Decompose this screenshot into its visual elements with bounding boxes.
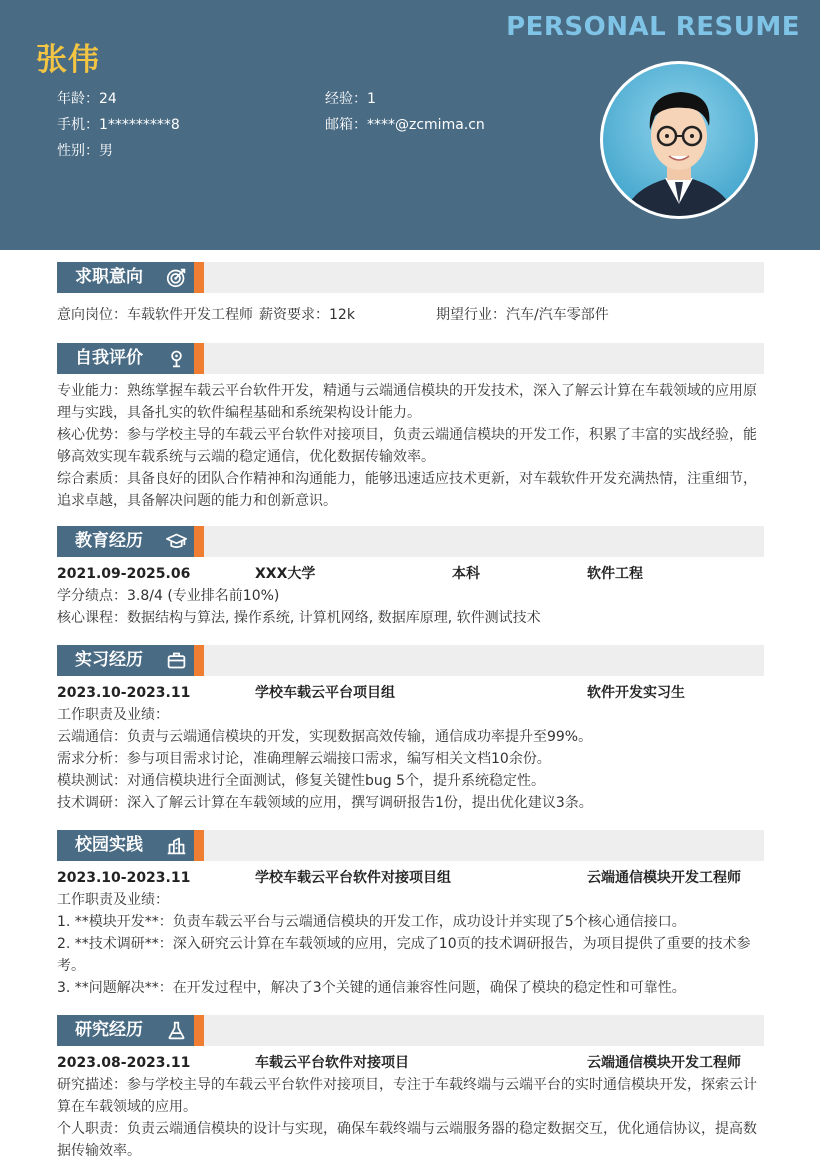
section-header xyxy=(57,830,764,861)
self-eval-paragraph: 综合素质：具备良好的团队合作精神和沟通能力，能够迅速适应技术更新，对车载软件开发充满热情，注重细节，追求卓越，具备解决问题的能力和创新意识。 xyxy=(57,471,757,509)
section-title: 求职意向 xyxy=(57,262,194,293)
major: 软件工程 xyxy=(587,566,643,582)
internship-date: 2023.10-2023.11 xyxy=(57,685,191,701)
section-accent xyxy=(194,343,204,374)
experience-field: 经验：1 xyxy=(325,91,376,107)
self-eval-paragraph: 核心优势：参与学校主导的车载云平台软件对接项目，负责云端通信模块的开发工作，积累了丰富的实战经验，能够高效实现车载系统与云端的稳定通信，优化数据传输效率。 xyxy=(57,427,757,465)
internship-row xyxy=(57,682,764,704)
section-internship xyxy=(57,645,764,814)
gender-field: 性别：男 xyxy=(57,143,113,159)
internship-org: 学校车载云平台项目组 xyxy=(255,685,395,701)
campus-role: 云端通信模块开发工程师 xyxy=(587,870,741,886)
education-row xyxy=(57,563,764,585)
campus-line: 工作职责及业绩： xyxy=(57,892,169,908)
section-header xyxy=(57,262,764,293)
section-accent xyxy=(194,830,204,861)
section-title: 自我评价 xyxy=(57,343,194,374)
intended-position: 意向岗位：车载软件开发工程师 xyxy=(57,307,253,323)
section-job-intention xyxy=(57,262,764,326)
education-date: 2021.09-2025.06 xyxy=(57,566,191,582)
candidate-name: 张伟 xyxy=(36,42,100,78)
research-line: 研究描述：参与学校主导的车载云平台软件对接项目，专注于车载终端与云端平台的实时通信模块开发，探索云计算在车载领域的应用。 xyxy=(57,1077,757,1115)
research-project: 车载云平台软件对接项目 xyxy=(255,1055,409,1071)
research-role: 云端通信模块开发工程师 xyxy=(587,1055,741,1071)
avatar-portrait xyxy=(603,64,755,216)
degree: 本科 xyxy=(452,566,480,582)
campus-row xyxy=(57,867,764,889)
self-eval-paragraph: 专业能力：熟练掌握车载云平台软件开发，精通与云端通信模块的开发技术，深入了解云计算在车载领域的应用原理与实践，具备扎实的软件编程基础和系统架构设计能力。 xyxy=(57,383,757,421)
salary-expectation: 薪资要求：12k xyxy=(259,307,355,323)
internship-line: 需求分析：参与项目需求讨论，准确理解云端接口需求，编写相关文档10余份。 xyxy=(57,751,551,767)
section-self-evaluation xyxy=(57,343,764,512)
resume-tagline: PERSONAL RESUME xyxy=(506,12,800,42)
graduation-cap-icon xyxy=(166,531,187,552)
campus-org: 学校车载云平台软件对接项目组 xyxy=(255,870,451,886)
internship-line: 模块测试：对通信模块进行全面测试，修复关键性bug 5个，提升系统稳定性。 xyxy=(57,773,546,789)
age-field: 年龄：24 xyxy=(57,91,117,107)
research-line: 个人职责：负责云端通信模块的设计与实现，确保车载终端与云端服务器的稳定数据交互，优化通信协议，提高数据传输效率。 xyxy=(57,1121,757,1159)
campus-line: 1. **模块开发**：负责车载云平台与云端通信模块的开发工作，成功设计并实现了5个核心通信接口。 xyxy=(57,914,686,930)
campus-line: 2. **技术调研**：深入研究云计算在车载领域的应用，完成了10页的技术调研报告，为项目提供了重要的技术参考。 xyxy=(57,936,751,974)
campus-date: 2023.10-2023.11 xyxy=(57,870,191,886)
internship-line: 云端通信：负责与云端通信模块的开发，实现数据高效传输，通信成功率提升至99%。 xyxy=(57,729,593,745)
section-accent xyxy=(194,1015,204,1046)
basic-info-right xyxy=(325,86,485,138)
research-row xyxy=(57,1052,764,1074)
gpa-line: 学分绩点：3.8/4 (专业排名前10%) xyxy=(57,588,280,604)
internship-role: 软件开发实习生 xyxy=(587,685,685,701)
section-accent xyxy=(194,526,204,557)
section-title: 研究经历 xyxy=(57,1015,194,1046)
section-accent xyxy=(194,262,204,293)
desired-industry: 期望行业：汽车/汽车零部件 xyxy=(436,307,609,323)
section-title: 校园实践 xyxy=(57,830,194,861)
briefcase-icon xyxy=(166,650,187,671)
research-date: 2023.08-2023.11 xyxy=(57,1055,191,1071)
flask-icon xyxy=(166,1020,187,1041)
courses-line: 核心课程：数据结构与算法, 操作系统, 计算机网络, 数据库原理, 软件测试技术 xyxy=(57,610,541,626)
school-name: XXX大学 xyxy=(255,566,316,582)
basic-info-left xyxy=(57,86,180,164)
school-building-icon xyxy=(166,835,187,856)
section-header xyxy=(57,343,764,374)
section-title: 实习经历 xyxy=(57,645,194,676)
award-icon xyxy=(166,348,187,369)
section-title: 教育经历 xyxy=(57,526,194,557)
section-header xyxy=(57,1015,764,1046)
internship-line: 技术调研：深入了解云计算在车载领域的应用，撰写调研报告1份，提出优化建议3条。 xyxy=(57,795,593,811)
section-header xyxy=(57,645,764,676)
section-education xyxy=(57,526,764,629)
campus-line: 3. **问题解决**：在开发过程中，解决了3个关键的通信兼容性问题，确保了模块的稳定性和可靠性。 xyxy=(57,980,686,996)
section-accent xyxy=(194,645,204,676)
avatar xyxy=(600,61,758,219)
email-field: 邮箱：****@zcmima.cn xyxy=(325,117,485,133)
resume-header xyxy=(0,0,820,250)
internship-line: 工作职责及业绩： xyxy=(57,707,169,723)
section-research xyxy=(57,1015,764,1160)
target-icon xyxy=(166,267,187,288)
section-header xyxy=(57,526,764,557)
phone-field: 手机：1*********8 xyxy=(57,117,180,133)
section-campus-practice xyxy=(57,830,764,999)
